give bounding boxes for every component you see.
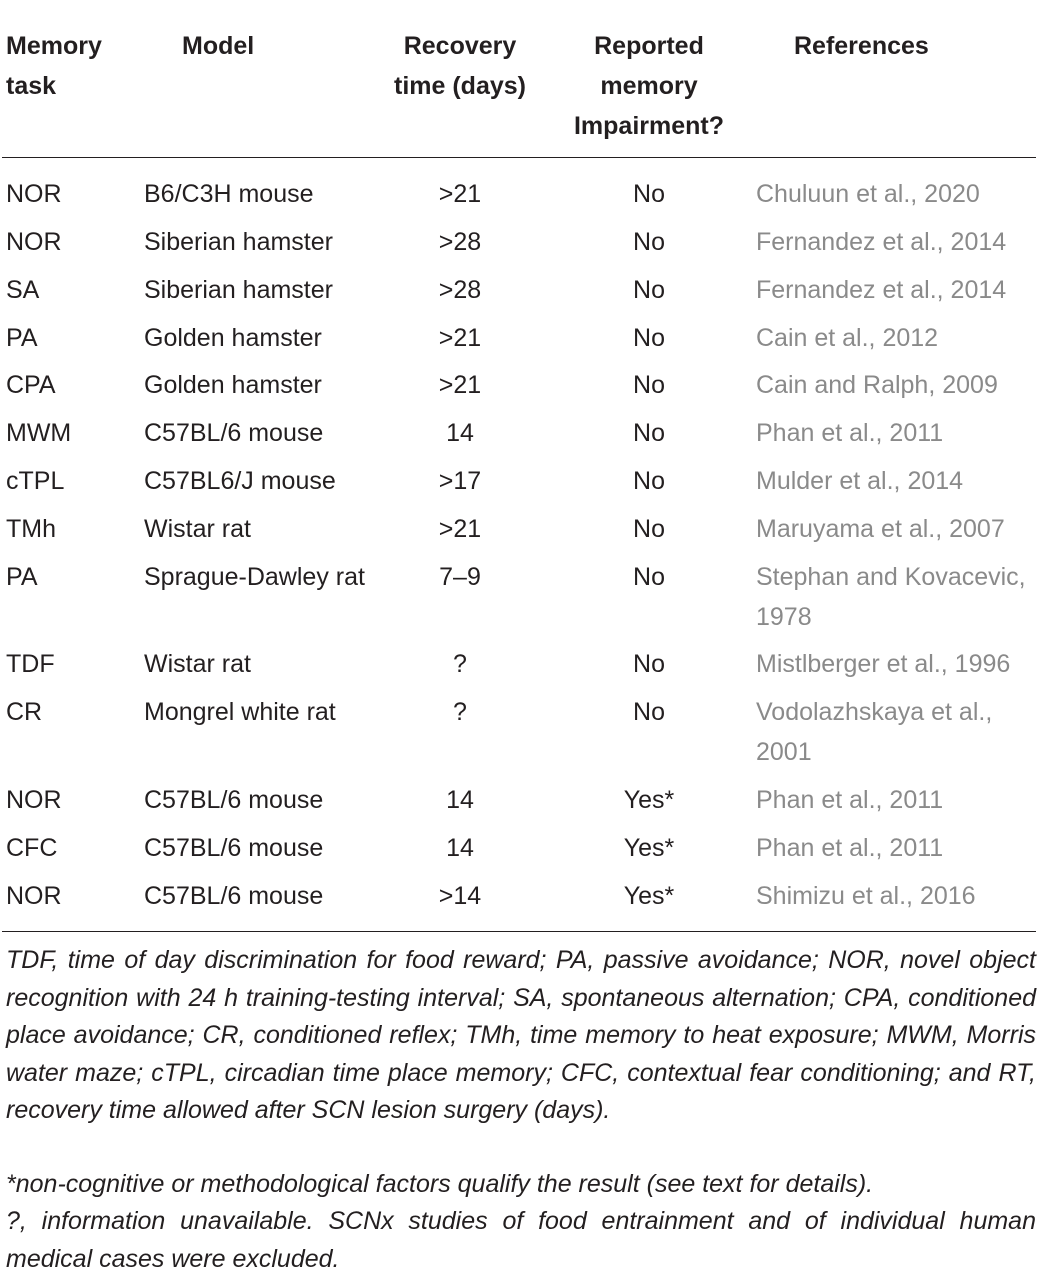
cell-task: NOR — [6, 180, 62, 208]
header-reported-impairment — [566, 26, 732, 146]
cell-task: MWM — [6, 419, 72, 447]
cell-reference: Phan et al., 2011 — [756, 786, 944, 814]
header-rule — [2, 157, 1036, 158]
cell-reference: Chuluun et al., 2020 — [756, 180, 980, 208]
cell-recovery: >28 — [438, 276, 482, 304]
cell-reference: Phan et al., 2011 — [756, 419, 944, 447]
cell-recovery: >28 — [438, 228, 482, 256]
header-text: Memory — [6, 32, 102, 60]
footnote-asterisk: *non-cognitive or methodological factors qualify the result (see text for details). — [6, 1170, 874, 1198]
cell-impairment: No — [633, 650, 665, 678]
cell-impairment: Yes* — [623, 786, 675, 814]
cell-task: TMh — [6, 515, 56, 543]
cell-recovery: >21 — [438, 324, 482, 352]
cell-recovery: >17 — [438, 467, 482, 495]
cell-impairment: No — [633, 324, 665, 352]
cell-model: Golden hamster — [144, 371, 322, 399]
cell-impairment: No — [633, 419, 665, 447]
header-model — [182, 26, 254, 66]
cell-reference: Mistlberger et al., 1996 — [756, 650, 1011, 678]
cell-task: PA — [6, 324, 38, 352]
cell-impairment: No — [633, 515, 665, 543]
header-memory-task — [6, 26, 102, 106]
cell-impairment: Yes* — [623, 882, 675, 910]
cell-impairment: No — [633, 467, 665, 495]
cell-recovery: >21 — [438, 515, 482, 543]
cell-impairment: No — [633, 228, 665, 256]
cell-model: Wistar rat — [144, 650, 251, 678]
cell-recovery: 7–9 — [439, 563, 481, 591]
header-text: memory — [600, 72, 698, 100]
cell-recovery: 14 — [446, 419, 474, 447]
cell-task: SA — [6, 276, 40, 304]
cell-reference: Phan et al., 2011 — [756, 834, 944, 862]
header-references — [794, 26, 929, 66]
cell-reference: Mulder et al., 2014 — [756, 467, 964, 495]
cell-model: Siberian hamster — [144, 276, 333, 304]
header-text: task — [6, 72, 57, 100]
cell-recovery: ? — [453, 650, 467, 678]
cell-task: PA — [6, 563, 38, 591]
cell-reference: Fernandez et al., 2014 — [756, 228, 1007, 256]
cell-recovery: 14 — [446, 834, 474, 862]
cell-task: TDF — [6, 650, 55, 678]
cell-task: CPA — [6, 371, 56, 399]
cell-model: B6/C3H mouse — [144, 180, 314, 208]
header-text: References — [794, 32, 929, 60]
cell-model: C57BL/6 mouse — [144, 834, 324, 862]
cell-impairment: No — [633, 563, 665, 591]
cell-model: C57BL/6 mouse — [144, 786, 324, 814]
cell-reference: Cain and Ralph, 2009 — [756, 371, 998, 399]
footnote-question: ?, information unavailable. SCNx studies of food entrainment and of individual human medical cases were excluded. — [6, 1207, 1036, 1273]
cell-recovery: >21 — [438, 180, 482, 208]
cell-impairment: No — [633, 180, 665, 208]
cell-reference: Maruyama et al., 2007 — [756, 515, 1005, 543]
cell-impairment: No — [633, 371, 665, 399]
cell-model: C57BL/6 mouse — [144, 882, 324, 910]
footnote-abbreviations: TDF, time of day discrimination for food reward; PA, passive avoidance; NOR, novel object recognition with 24 h training-testing interval; SA, spontaneous alternation; CPA, conditioned place avoidance; CR, conditioned reflex; TMh, time memory to heat exposure; MWM, Morris water maze; cTPL, circadian time place memory; CFC, contextual fear conditioning; and RT, recovery time allowed after SCN lesion surgery (days). — [6, 946, 1036, 1124]
cell-model: C57BL6/J mouse — [144, 467, 336, 495]
cell-impairment: No — [633, 276, 665, 304]
cell-recovery: >14 — [438, 882, 482, 910]
cell-model: Golden hamster — [144, 324, 322, 352]
cell-impairment: No — [633, 698, 665, 726]
cell-reference: Vodolazhskaya et al., 2001 — [756, 698, 993, 766]
cell-model: Wistar rat — [144, 515, 251, 543]
cell-recovery: >21 — [438, 371, 482, 399]
header-text: Recovery — [403, 32, 517, 60]
cell-reference: Fernandez et al., 2014 — [756, 276, 1007, 304]
cell-reference: Shimizu et al., 2016 — [756, 882, 976, 910]
cell-model: C57BL/6 mouse — [144, 419, 324, 447]
cell-recovery: ? — [453, 698, 467, 726]
header-text: Impairment? — [573, 112, 725, 140]
cell-task: cTPL — [6, 467, 65, 495]
cell-reference: Stephan and Kovacevic, 1978 — [756, 563, 1026, 631]
cell-task: NOR — [6, 882, 62, 910]
table-bottom-rule — [2, 931, 1036, 932]
cell-task: CR — [6, 698, 43, 726]
cell-model: Mongrel white rat — [144, 698, 336, 726]
header-text: time (days) — [394, 72, 526, 100]
cell-reference: Cain et al., 2012 — [756, 324, 939, 352]
cell-task: NOR — [6, 228, 62, 256]
table-header-row — [0, 0, 1040, 157]
cell-impairment: Yes* — [623, 834, 675, 862]
cell-recovery: 14 — [446, 786, 474, 814]
header-text: Model — [182, 32, 255, 60]
header-text: Reported — [594, 32, 704, 60]
cell-model: Sprague-Dawley rat — [144, 563, 365, 591]
cell-task: CFC — [6, 834, 58, 862]
cell-task: NOR — [6, 786, 62, 814]
cell-model: Siberian hamster — [144, 228, 333, 256]
header-recovery-time — [388, 26, 532, 106]
